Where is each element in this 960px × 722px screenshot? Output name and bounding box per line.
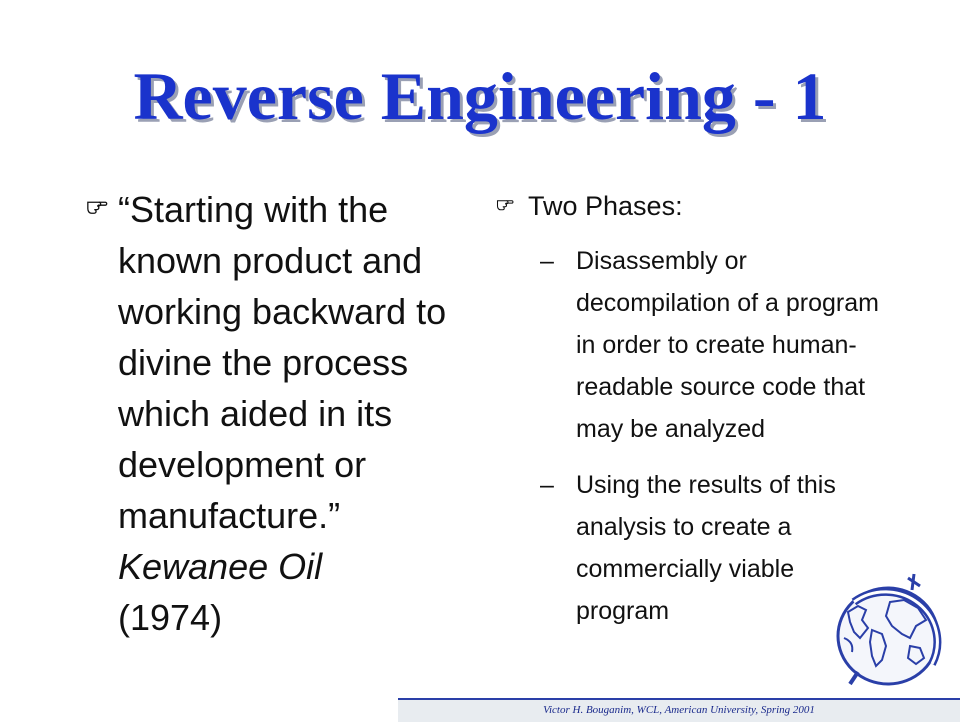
pointing-hand-icon — [496, 194, 514, 212]
pointing-hand-icon — [86, 194, 108, 216]
quote-text: Starting with the known product and working backward to divine the process which aided in its development or manufacture.” — [118, 189, 447, 536]
list-item — [540, 240, 886, 450]
dash-marker: – — [540, 471, 554, 499]
phases-heading: Two Phases: — [528, 191, 683, 221]
citation — [118, 541, 456, 643]
globe-icon — [824, 572, 958, 700]
list-item-text: Disassembly or decompilation of a program in order to create human-readable source code that may be analyzed — [576, 247, 879, 443]
quote-open-mark: “ — [118, 189, 130, 230]
slide-title: Reverse Engineering - 1 — [133, 58, 827, 134]
quote-bullet — [86, 184, 456, 643]
case-name: Kewanee Oil — [118, 546, 323, 587]
dash-marker: – — [540, 247, 554, 275]
case-year: (1974) — [118, 597, 223, 638]
phases-bullet — [496, 190, 886, 222]
list-item-text: Using the results of this analysis to create a commercially viable program — [576, 471, 836, 625]
quote-text-block — [118, 184, 456, 541]
left-column — [86, 184, 456, 643]
footer-credit: Victor H. Bouganim, WCL, American University, Spring 2001 — [398, 698, 960, 722]
